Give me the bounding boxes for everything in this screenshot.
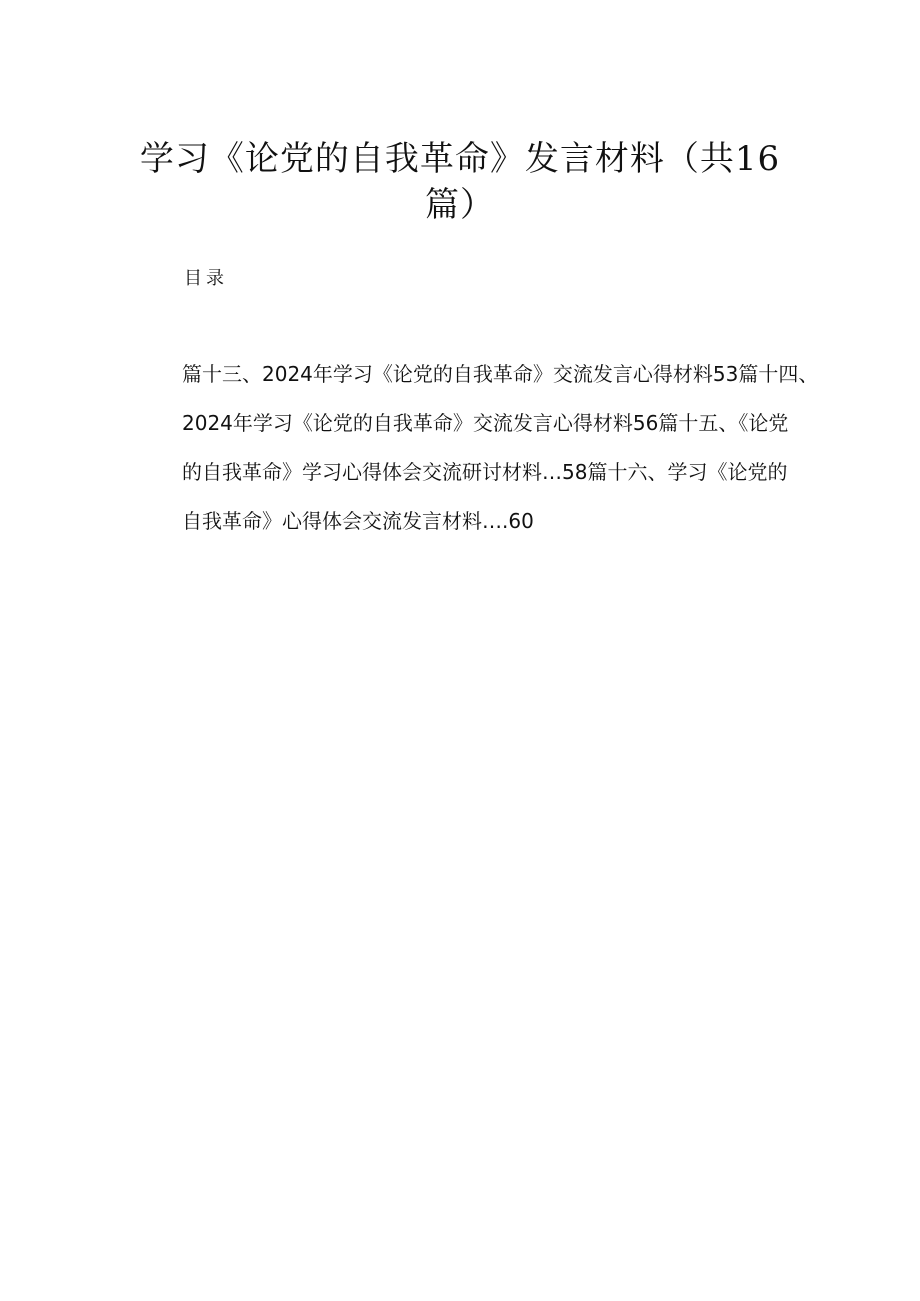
toc-line: 的自我革命》学习心得体会交流研讨材料…58篇十六、学习《论党的	[182, 460, 788, 484]
document-title	[120, 136, 800, 228]
toc-heading: 目录	[184, 268, 228, 289]
toc-line: 自我革命》心得体会交流发言材料….60	[182, 509, 534, 533]
toc-line: 篇十三、2024年学习《论党的自我革命》交流发言心得材料53篇十四、	[182, 362, 819, 386]
title-line-1: 学习《论党的自我革命》发言材料（共16	[139, 139, 781, 179]
toc-line: 2024年学习《论党的自我革命》交流发言心得材料56篇十五、《论党	[182, 411, 789, 435]
title-line-2: 篇）	[425, 185, 495, 225]
toc-entries	[182, 350, 819, 546]
